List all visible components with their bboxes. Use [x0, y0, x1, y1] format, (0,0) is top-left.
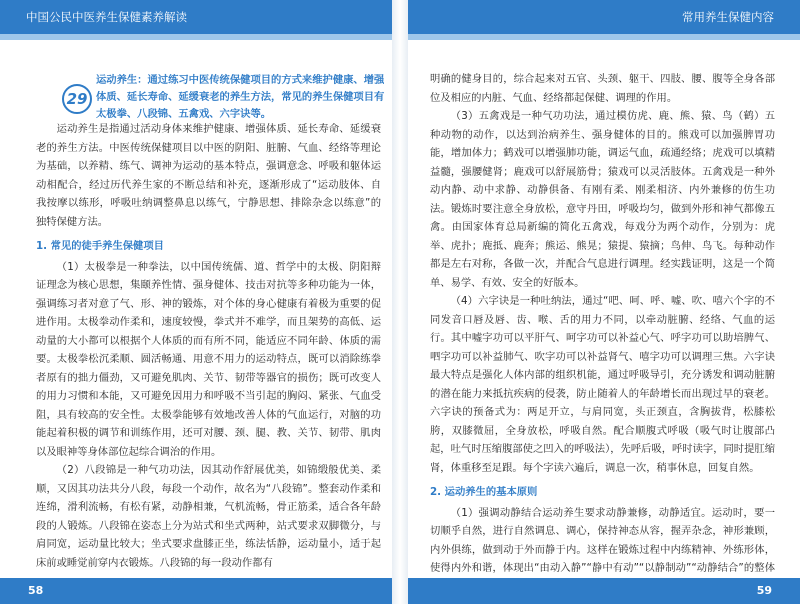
right-page-footer: [408, 578, 800, 604]
liuzijue-paragraph: （4）六字诀是一种吐纳法，通过“吧、呵、呼、嘘、吹、嘻六个字的不同发音口唇及唇、齿、喉、舌的用力不同，以牵动脏腑、经络、气血的运行。其中嘘字功可以平肝气、呵字功可以补益心气、呼字功可以助培脾气、呬字功可以补益肺气、吹字功可以补益肾气、嘻字功可以调理三焦。六字诀最大特点是强化人体内部的组织机能，通过呼吸导引，充分诱发和调动脏腑的潜在能力来抵抗疾病的侵袭，防止随着人的年龄增长而出现过早的衰老。六字诀的预备式为：两足开立，与肩同宽，头正颈直，含胸拔背，松膝松胯，双膝微屈，全身放松，呼吸自然。配合顺腹式呼吸（吸气时让腹部凸起，吐气时压缩腹部使之凹入的呼吸法），先呼后吸，呼时读字，同时提肛缩肾，体重移至足跟。每个字读六遍后，调息一次，稍事休息，回复自然。: [430, 295, 775, 474]
question-callout: [36, 50, 385, 120]
intro-paragraph: 运动养生是指通过活动身体来维护健康、增强体质、延长寿命、延缓衰老的养生方法。中医传统保健项目以中医的阴阳、脏腑、气血、经络等理论为基础，以养精、练气、调神为运动的基本特点，强调意念、呼吸和躯体运动相配合，经过历代养生家的不断总结和补充，逐渐形成了“运动肢体、自我按摩以练形，呼吸吐纳调整鼻息以练气，宁静思想、排除杂念以练意”的独特保健方法。: [36, 123, 381, 228]
principle-1-paragraph: （1）强调动静结合运动养生要求动静兼修，动静适宜。运动时，要一切顺乎自然，进行自然调息、调心，保持神态从容，握弄杂念，神形兼顾，内外俱练，做到动于外而静于内。这样在锻炼过程中内练精神、外练形体，使得内外和谐，体现出“由动入静”“静中有动”“以静制动”“动静结合”的整体: [430, 506, 775, 574]
continued-paragraph: 明确的健身目的，综合起来对五官、头颈、躯干、四肢、腰、腹等全身各部位及相应的内脏、气血、经络都起保健、调理的作用。: [430, 73, 775, 104]
taiji-paragraph: （1）太极拳是一种拳法，以中国传统儒、道、哲学中的太极、阴阳辩证理念为核心思想，集颐养性情、强身健体、技击对抗等多种功能为一体，强调练习者对意了气、形、神的锻炼，对个体的身心健康有着极为重要的促进作用。太极拳动作柔和，速度较慢，拳式并不难学，而且架势的高低、运动量的大小都可以根据个人体质的而有所不同，能适应不同年龄、体质的需要。太极拳松沉柔顺、圆活畅通、用意不用力的运动特点，既可以消除练拳者原有的拙力僵劲，又可避免肌肉、关节、韧带等器官的损伤；既可改变人的用力习惯和本能，又可避免因用力和呼吸不当引起的胸闷、紧张、气血受阻，具有较高的安全性。太极拳能够有效地改善人体的气血运行，对脑的功能起着积极的调节和训练作用，还可对腰、颈、腿、教、关节、韧带、肌肉以及眼神等身体部位起综合调治的作用。: [36, 260, 381, 458]
left-page-body: [36, 50, 385, 572]
page-number-left: 58: [28, 584, 44, 597]
right-page-header: [408, 0, 800, 34]
question-statement: 运动养生：通过练习中医传统保健项目的方式来维护健康、增强体质、延长寿命、延缓衰老的养生方法，常见的养生保健项目有太极拳、八段锦、五禽戏、六字诀等。: [96, 74, 385, 120]
left-header-band: [0, 34, 392, 40]
book-gutter: [392, 0, 408, 604]
question-number-badge: 29: [62, 84, 92, 114]
left-page-footer: [0, 578, 392, 604]
wuqinxi-paragraph: （3）五禽戏是一种气功功法，通过模仿虎、鹿、熊、猿、鸟（鹤）五种动物的动作，以达到治病养生、强身健体的目的。熊戏可以加强脾胃功能，增加体力；鹤戏可以增强肺功能，调运气血，疏通经络；虎戏可以填精益髓，强腰健肾；鹿戏可以舒展筋骨；猿戏可以灵活肢体。五禽戏是一种外动内静、动中求静、动静俱备、有刚有柔、刚柔相济、内外兼修的仿生功法。锻炼时要注意全身放松，意守丹田，呼吸均匀，做到外形和神气都像五禽。由国家体育总局新编的简化五禽戏，每戏分为两个动作，分别为：虎举、虎扑；鹿抵、鹿奔；熊运、熊晃；猿提、猿摘；鸟伸、鸟飞。每种动作都是左右对称，各做一次，并配合气息进行调理。经实践证明，这是一个简单、易学、有效、安全的好版本。: [430, 110, 775, 289]
page-number-right: 59: [756, 584, 772, 597]
section-heading-1: 1. 常见的徒手养生保健项目: [36, 240, 164, 252]
chapter-title: 常用养生保健内容: [682, 10, 774, 24]
baduanjin-paragraph: （2）八段锦是一种气功功法，因其动作舒展优美，如锦缎般优美、柔顺，又因其功法共分八段，每段一个动作，故名为“八段锦”。整套动作柔和连绵，滑利流畅，有松有紧，动静相兼，气机流畅，骨正筋柔，适合各年龄段的人锻炼。八段锦在姿态上分为站式和坐式两种，站式要求双脚微分，与肩同宽，运动量比较大；坐式要求盘膝正坐，练法恬静，运动量小，适于起床前或睡觉前穿内衣锻炼。八段锦的每一段动作都有: [36, 464, 381, 569]
book-title: 中国公民中医养生保健素养解读: [26, 10, 187, 24]
right-page-body: [430, 70, 775, 596]
right-header-band: [408, 34, 800, 40]
section-heading-2: 2. 运动养生的基本原则: [430, 486, 538, 498]
left-page-header: [0, 0, 392, 34]
